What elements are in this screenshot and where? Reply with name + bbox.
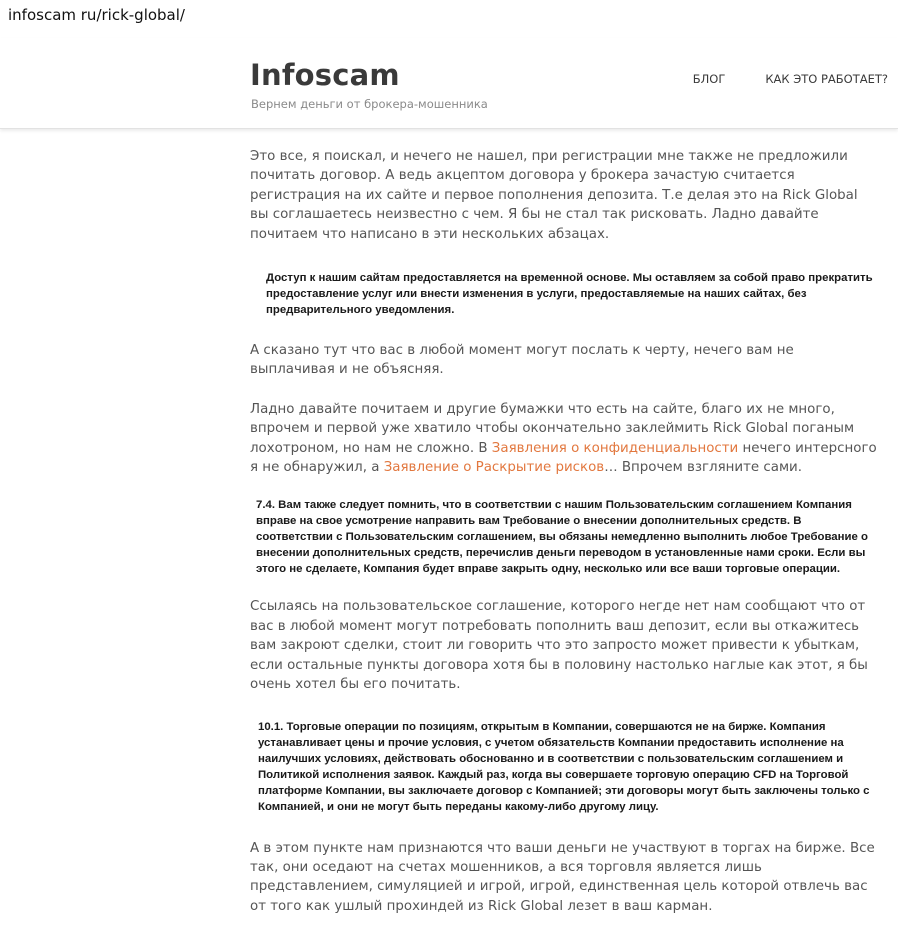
paragraph-3-text-middle: нечего интерсного я не обнаружил, а [250, 440, 877, 476]
nav-item-blog[interactable]: БЛОГ [692, 72, 726, 86]
main-nav [693, 72, 888, 86]
site-title[interactable]: Infoscam [250, 58, 400, 92]
article-paragraph-1: Это все, я поискал, и нечего не нашел, при регистрации мне также не предложили почитать договор. А ведь акцептом договора у брокера зачастую считается регистрация на их сайте и первое пополнения депозита. Т.е делая это на Rick Global вы соглашаетесь неизвестно с чем. Я бы не стал так рисковать. Ладно давайте почитаем что написано в эти нескольких абзацах. [250, 149, 858, 242]
article-paragraph-3 [250, 400, 880, 478]
article-paragraph-2: А сказано тут что вас в любой момент могут послать к черту, нечего вам не выплачивая и не объясняя. [250, 343, 794, 378]
paragraph-3-text-end: … Впрочем взгляните сами. [604, 460, 803, 476]
privacy-statement-link[interactable]: Заявления о конфиденциальности [491, 440, 739, 456]
article-content [250, 147, 880, 916]
paragraph-3-text-start: Ладно давайте почитаем и другие бумажки что есть на сайте, благо их не много, впрочем и первой уже хватило чтобы окончательно заклеймить Rick Global поганым лохотроном, но нам не сложно. В [250, 401, 855, 456]
site-header [0, 38, 898, 129]
site-tagline: Вернем деньги от брокера-мошенника [251, 97, 488, 111]
address-bar-url[interactable]: infoscam ru/rick-global/ [8, 6, 185, 24]
article-paragraph-5: А в этом пункте нам признаются что ваши деньги не участвуют в торгах на бирже. Все так, они оседают на счетах мошенников, а вся торговля является лишь представлением, симуляцией и игрой, игрой, единственная цель которой отвлечь вас от того как ушлый прохиндей из Rick Global лезет в ваш карман. [250, 840, 875, 914]
risk-disclosure-link[interactable]: Заявление о Раскрытие рисков [383, 460, 605, 476]
article-paragraph-4: Ссылаясь на пользовательское соглашение, которого негде нет нам сообщают что от вас в любой момент могут потребовать пополнить ваш депозит, если вы откажитесь вам закроют сделки, стоит ли говорить что это запросто может привести к убыткам, если остальные пункты договора хотя бы в половину настолько наглые как этот, я бы очень хотел бы его почитать. [250, 599, 868, 693]
quote-screenshot-1: Доступ к нашим сайтам предоставляется на временной основе. Мы оставляем за собой право прекратить предоставление услуг или внести изменения в услуги, предоставляемые на наших сайтах, без предварительного уведомления. [266, 272, 873, 317]
quote-screenshot-3: 10.1. Торговые операции по позициям, открытым в Компании, совершаются не на бирже. Компания устанавливает цены и прочие условия, с учетом обязательств Компании предоставить исполнение на наилучших условиях, действовать обоснованно и в соответствии с пользовательским соглашением и Политикой исполнения заявок. Каждый раз, когда вы совершаете торговую операцию CFD на Торговой платформе Компании, вы заключаете договор с Компанией; эти договоры могут быть заключены только с Компанией, и они не могут быть переданы какому-либо другому лицу. [258, 720, 870, 813]
nav-item-how-it-works[interactable]: КАК ЭТО РАБОТАЕТ? [765, 72, 888, 86]
quote-screenshot-2: 7.4. Вам также следует помнить, что в соответствии с нашим Пользовательским соглашением Компания вправе на свое усмотрение направить вам Требование о внесении дополнительных средств. В соответствии с Пользовательским соглашением, вы обязаны немедленно выполнить любое Требование о внесении дополнительных средств, перечислив деньги переводом в установленные нами сроки. Если вы этого не сделаете, Компания будет вправе закрыть одну, несколько или все ваши торговые операции. [256, 499, 868, 576]
